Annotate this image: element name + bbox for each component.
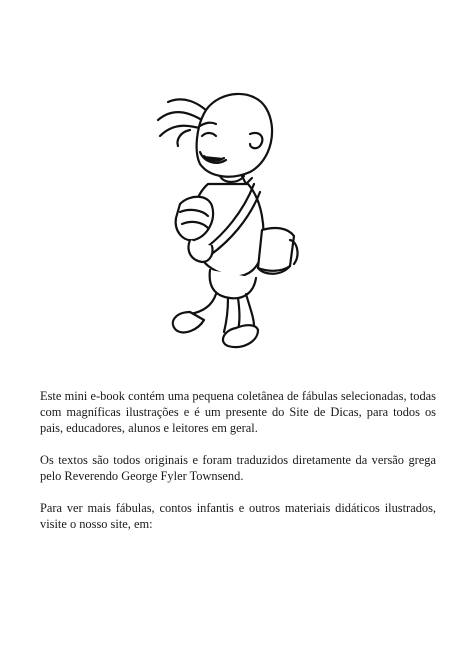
paragraph-ebook-intro: Este mini e-book contém uma pequena coletânea de fábulas selecionadas, todas com magníficas ilustrações e é um presente do Site de Dicas, para todos os pais, educadores, alunos e leitores em geral. bbox=[40, 389, 436, 435]
paragraph-visit-site: Para ver mais fábulas, contos infantis e outros materiais didáticos ilustrados, visite o nosso site, em: bbox=[40, 501, 436, 531]
paragraph-translation-note: Os textos são todos originais e foram traduzidos diretamente da versão grega pelo Reverendo George Fyler Townsend. bbox=[40, 453, 436, 483]
intro-text-block bbox=[40, 388, 436, 532]
boy-with-books-illustration bbox=[150, 80, 315, 350]
